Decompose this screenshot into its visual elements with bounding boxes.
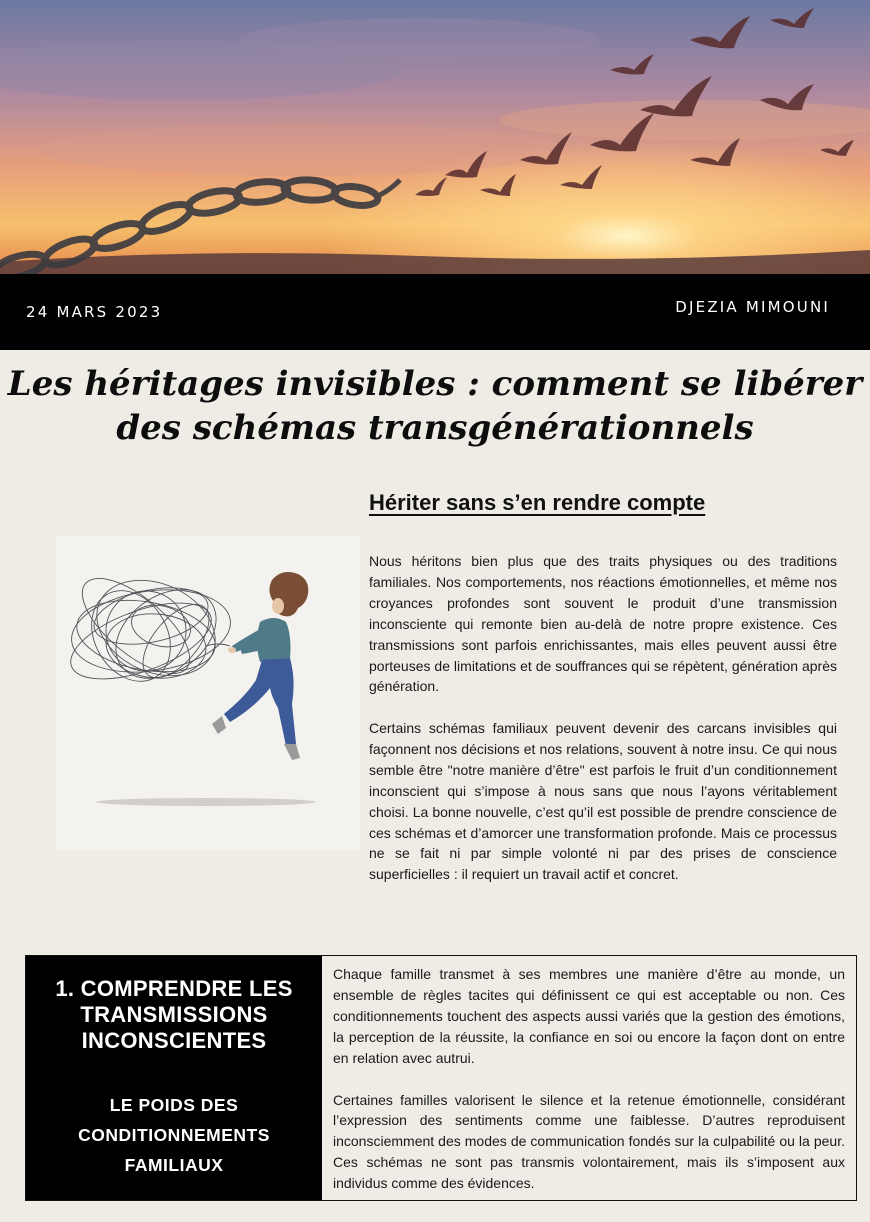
meta-bar <box>0 274 870 350</box>
woman-figure <box>212 572 308 760</box>
section-1-box <box>25 955 857 1201</box>
hero-illustration <box>0 0 870 274</box>
section-1-subtitle-line: FAMILIAUX <box>124 1155 224 1175</box>
section-1-title <box>26 976 322 1054</box>
scribble-icon <box>61 562 236 697</box>
section-1-sidebar <box>26 956 322 1200</box>
intro-paragraph: Certains schémas familiaux peuvent devenir des carcans invisibles qui façonnent nos décisions et nos relations, souvent à notre insu. Ce qui nous semble être "notre manière d’être" est parfois le fruit d’un conditionnement inconscient qui s’impose à nous sans que nous l’ayons véritablement choisi. La bonne nouvelle, c’est qu’il est possible de prendre conscience de ces schémas et d’amorcer une transformation profonde. Mais ce processus ne se fait ni par simple volonté ni par des prises de conscience superficielles : il requiert un travail actif et concret. <box>369 720 837 883</box>
illustration-image <box>56 536 360 850</box>
section-1-title-line: TRANSMISSIONS <box>80 1002 268 1027</box>
section-1-subtitle-line: CONDITIONNEMENTS <box>78 1125 270 1145</box>
article-title-line-1: Les héritages invisibles : comment se libérer <box>7 364 863 404</box>
section-1-body <box>333 964 845 1194</box>
section-1-title-line: INCONSCIENTES <box>81 1028 267 1053</box>
woman-scribble-illustration <box>56 536 360 850</box>
section-1-paragraph: Chaque famille transmet à ses membres une manière d’être au monde, un ensemble de règles tacites qui définissent ce qui est acceptable ou non. Ces conditionnements touchent des aspects aussi variés que la gestion des émotions, la perception de la réussite, la confiance en soi ou encore la façon dont on entre en relation avec autrui. <box>333 966 845 1066</box>
section-1-paragraph: Certaines familles valorisent le silence et la retenue émotionnelle, considérant l’expression des sentiments comme une faiblesse. D’autres reproduisent inconsciemment des modes de communication fondés sur la culpabilité ou la peur. Ces schémas ne sont pas transmis volontairement, mais ils s’imposent aux individus comme des évidences. <box>333 1091 845 1192</box>
section-1-subtitle-line: LE POIDS DES <box>109 1095 239 1115</box>
intro-heading: Hériter sans s’en rendre compte <box>369 490 706 515</box>
article-title <box>0 362 870 450</box>
section-1-subtitle <box>26 1090 322 1180</box>
intro-paragraph: Nous héritons bien plus que des traits physiques ou des traditions familiales. Nos comportements, nos réactions émotionnelles, et même nos croyances profondes sont souvent le produit d’une transmission inconsciente qui remonte bien au-delà de notre propre existence. Ces transmissions sont parfois enrichissantes, mais elles peuvent aussi être porteuses de limitations et de souffrances qui se répètent, génération après génération. <box>369 553 837 695</box>
section-1-title-line: 1. COMPRENDRE LES <box>55 976 293 1001</box>
article-title-line-2: des schémas transgénérationnels <box>116 408 754 448</box>
author-name: DJEZIA MIMOUNI <box>675 298 830 316</box>
publication-date: 24 MARS 2023 <box>26 303 163 321</box>
hero-image <box>0 0 870 274</box>
